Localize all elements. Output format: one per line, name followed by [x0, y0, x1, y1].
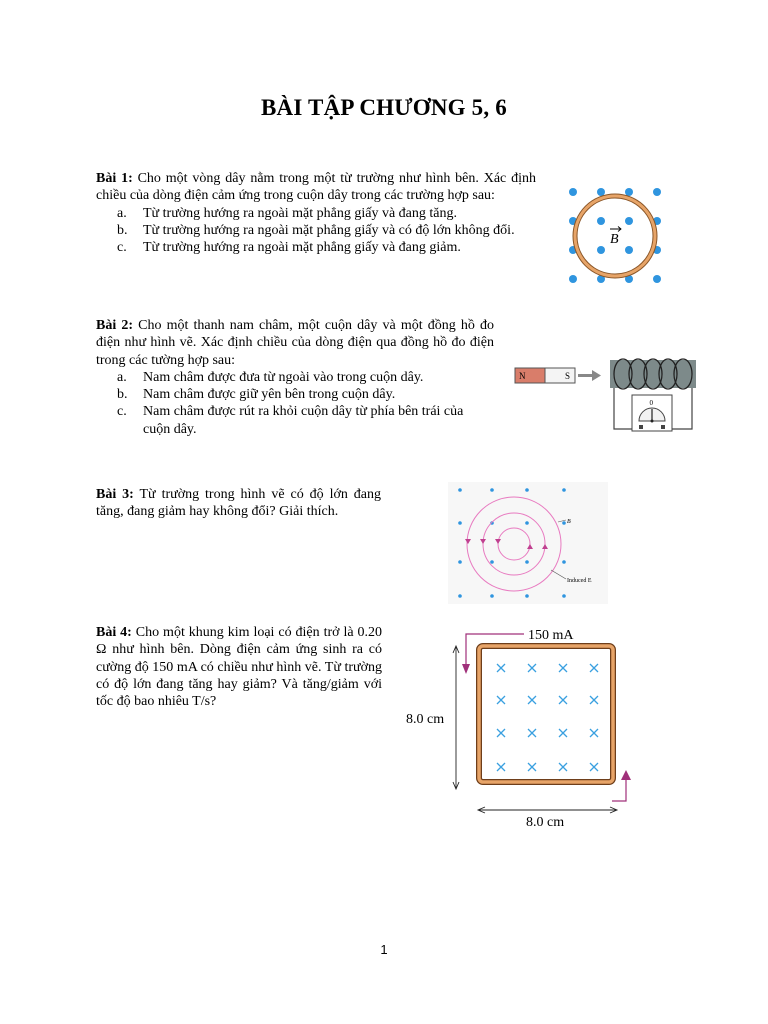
- problem-2-statement: [96, 317, 494, 369]
- figure-2-magnet-coil-meter: [514, 355, 700, 435]
- width-label: 8.0 cm: [526, 815, 565, 830]
- problem-1-text: Cho một vòng dây nằm trong một từ trường như hình bên. Xác định chiều của dòng điện cảm ứng trong cuộn dây trong các trường hợp sau:: [96, 171, 537, 204]
- problem-1: [96, 170, 536, 256]
- problem-2-cases: [117, 369, 494, 438]
- figure-3-induced-field: [448, 482, 608, 604]
- field-crosses-into-page: [497, 664, 598, 771]
- problem-4-label: Bài 4:: [96, 625, 132, 640]
- b-field-label: B: [567, 519, 571, 525]
- problem-3: [96, 486, 381, 521]
- b-field-label: B: [610, 232, 619, 247]
- problem-3-statement: [96, 486, 381, 521]
- figure-1-loop-in-field: [560, 182, 670, 292]
- svg-text:0: 0: [649, 399, 653, 407]
- problem-1-case: b. Từ trường hướng ra ngoài mặt phẳng giấy và có độ lớn không đổi.: [117, 222, 515, 238]
- svg-text:S: S: [565, 371, 571, 381]
- width-dimension: [478, 807, 617, 813]
- height-label: 8.0 cm: [406, 712, 445, 727]
- problem-3-label: Bài 3:: [96, 487, 134, 502]
- coil: [610, 359, 696, 389]
- current-label: 150 mA: [528, 628, 574, 643]
- height-dimension: [453, 646, 459, 789]
- problem-1-cases: [117, 205, 536, 257]
- problem-3-text: Từ trường trong hình vẽ có độ lớn đang tăng, đang giảm hay không đổi? Giải thích.: [96, 487, 382, 520]
- page-number: 1: [380, 942, 388, 957]
- induced-e-label: Induced E: [567, 578, 592, 584]
- bar-magnet: [515, 368, 575, 383]
- problem-2-case: b. Nam châm được giữ yên bên trong cuộn dây.: [117, 387, 396, 403]
- galvanometer: [632, 395, 672, 431]
- problem-1-label: Bài 1:: [96, 171, 133, 186]
- problem-2-case: c. Nam châm được rút ra khỏi cuộn dây từ phía bên trái của cuộn dây.: [117, 404, 464, 437]
- problem-4-text: Cho một khung kim loại có điện trở là 0.20 Ω như hình bên. Dòng điện cảm ứng sinh ra có cường độ 150 mA có chiều như hình vẽ. Từ trường có độ lớn đang tăng hay giảm? Và tăng/giảm với tốc độ bao nhiêu T/s?: [96, 625, 383, 710]
- problem-1-statement: [96, 170, 536, 205]
- problem-4-statement: [96, 624, 382, 710]
- motion-arrow: [578, 370, 601, 381]
- problem-2-case: a. Nam châm được đưa từ ngoài vào trong cuộn dây.: [117, 369, 424, 385]
- problem-1-case: c. Từ trường hướng ra ngoài mặt phẳng giấy và đang giảm.: [117, 240, 461, 256]
- problem-4: [96, 624, 382, 710]
- figure-4-square-loop: [400, 622, 640, 836]
- problem-2-text: Cho một thanh nam châm, một cuộn dây và một đồng hồ đo điện như hình vẽ. Xác định chiều của dòng điện qua đồng hồ đo điện trong các tường hợp sau:: [96, 318, 495, 368]
- svg-text:N: N: [519, 371, 526, 381]
- page-title: BÀI TẬP CHƯƠNG 5, 6: [261, 95, 507, 120]
- problem-2-label: Bài 2:: [96, 318, 134, 333]
- problem-1-case: a. Từ trường hướng ra ngoài mặt phẳng giấy và đang tăng.: [117, 205, 457, 221]
- current-arrow-top: [466, 634, 524, 668]
- problem-2: [96, 317, 494, 438]
